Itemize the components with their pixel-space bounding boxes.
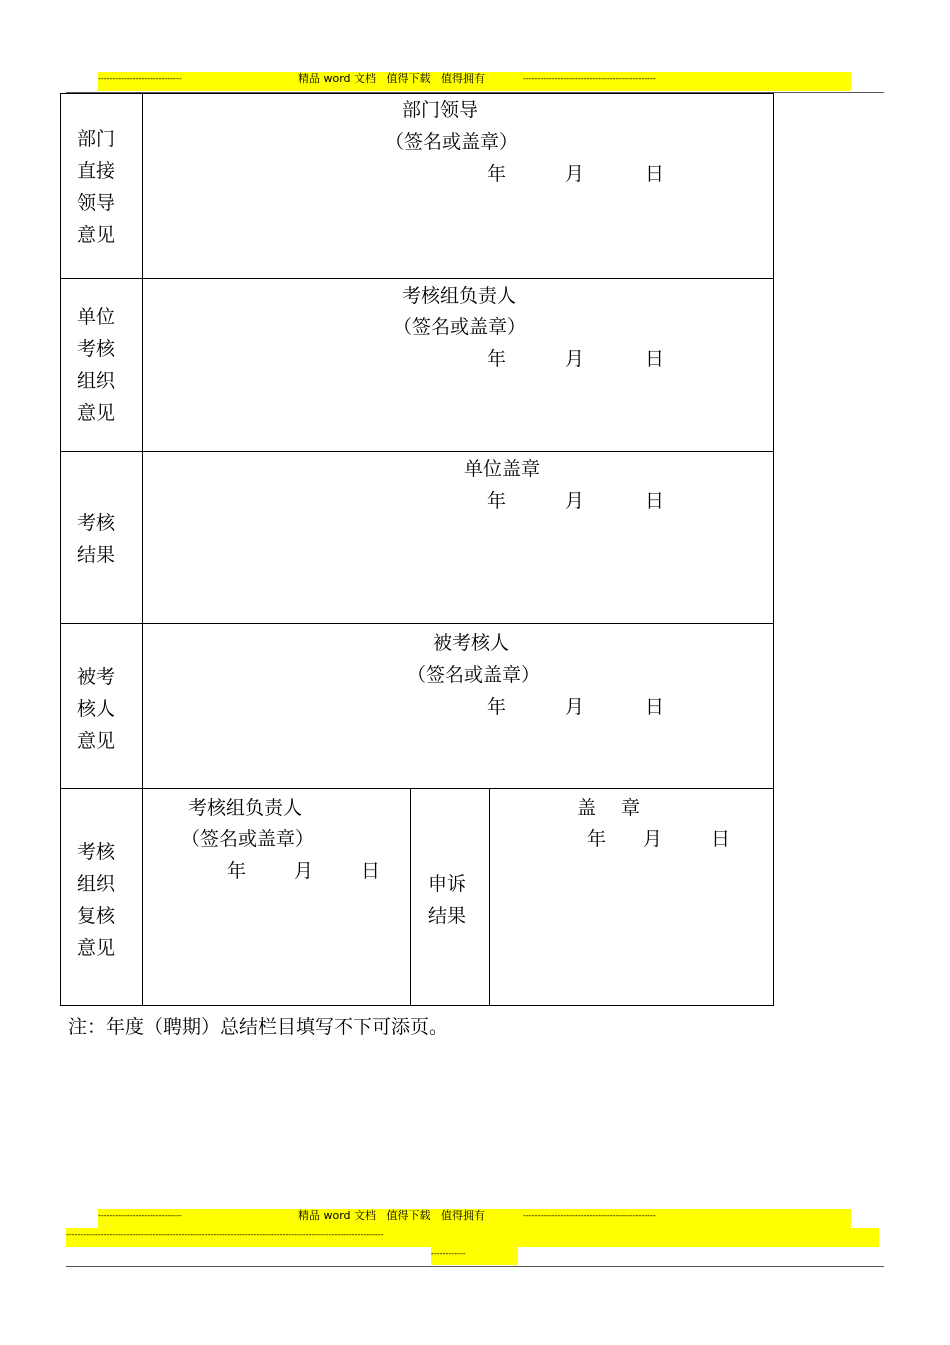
appeal-seal-char-1: 盖 bbox=[577, 797, 597, 819]
footer-dashes-left: ----------------------------- bbox=[98, 1211, 182, 1220]
result-date-month: 月 bbox=[565, 490, 585, 512]
row-divider bbox=[61, 788, 773, 789]
dept-signer: 部门领导 bbox=[402, 99, 479, 121]
review-opinion-label: 考核 组织 复核 意见 bbox=[77, 841, 116, 959]
appeal-date-month: 月 bbox=[643, 828, 663, 850]
row-divider bbox=[61, 451, 773, 452]
footer-dashes-line-3: ------------ bbox=[431, 1249, 466, 1258]
review-sign-hint: （签名或盖章） bbox=[181, 828, 315, 850]
dept-sign-hint: （签名或盖章） bbox=[385, 131, 519, 153]
appeal-date-day: 日 bbox=[711, 828, 731, 850]
footer-dashes-line-2: -------------------------------------------------------------------------------------------------------------- bbox=[66, 1230, 384, 1239]
form-note: 注：年度（聘期）总结栏目填写不下可添页。 bbox=[68, 1016, 449, 1038]
assessee-opinion-label: 被考 核人 意见 bbox=[77, 666, 116, 752]
result-seal: 单位盖章 bbox=[464, 458, 541, 480]
header-banner bbox=[98, 72, 851, 91]
unit-assess-date-month: 月 bbox=[565, 348, 585, 370]
unit-assess-date-day: 日 bbox=[645, 348, 665, 370]
result-date-year: 年 bbox=[487, 490, 507, 512]
appeal-result-label: 申诉 结果 bbox=[428, 873, 467, 927]
appeal-seal-char-2: 章 bbox=[621, 797, 641, 819]
assessment-form-table bbox=[60, 93, 774, 1006]
unit-assess-signer: 考核组负责人 bbox=[402, 285, 517, 307]
row-divider bbox=[61, 623, 773, 624]
assessee-signer: 被考核人 bbox=[433, 632, 510, 654]
unit-assess-opinion-label: 单位 考核 组织 意见 bbox=[77, 306, 116, 424]
footer-rule bbox=[66, 1266, 884, 1267]
footer-dashes-right: ---------------------------------------------- bbox=[523, 1211, 656, 1220]
label-column-divider bbox=[142, 94, 143, 1005]
footer-banner-line-3 bbox=[431, 1247, 518, 1265]
dept-opinion-label: 部门 直接 领导 意见 bbox=[77, 128, 116, 246]
unit-assess-sign-hint: （签名或盖章） bbox=[393, 316, 527, 338]
unit-assess-date-year: 年 bbox=[487, 348, 507, 370]
appeal-column-divider-left bbox=[410, 788, 411, 1005]
assessee-date-year: 年 bbox=[487, 696, 507, 718]
dept-date-year: 年 bbox=[487, 163, 507, 185]
review-date-day: 日 bbox=[361, 860, 381, 882]
appeal-column-divider-right bbox=[489, 788, 490, 1005]
review-date-month: 月 bbox=[294, 860, 314, 882]
assessee-date-day: 日 bbox=[645, 696, 665, 718]
appeal-date-year: 年 bbox=[587, 828, 607, 850]
assessee-date-month: 月 bbox=[565, 696, 585, 718]
header-dashes-left: ----------------------------- bbox=[98, 74, 182, 83]
result-label: 考核 结果 bbox=[77, 512, 116, 566]
dept-date-day: 日 bbox=[645, 163, 665, 185]
result-date-day: 日 bbox=[645, 490, 665, 512]
header-banner-text: 精品 word 文档 值得下载 值得拥有 bbox=[298, 72, 486, 85]
review-signer: 考核组负责人 bbox=[188, 797, 303, 819]
row-divider bbox=[61, 278, 773, 279]
review-date-year: 年 bbox=[227, 860, 247, 882]
footer-banner bbox=[98, 1209, 851, 1228]
assessee-sign-hint: （签名或盖章） bbox=[407, 664, 541, 686]
footer-banner-line-2 bbox=[66, 1228, 879, 1247]
dept-date-month: 月 bbox=[565, 163, 585, 185]
footer-banner-text: 精品 word 文档 值得下载 值得拥有 bbox=[298, 1209, 486, 1222]
header-dashes-right: ---------------------------------------------- bbox=[523, 74, 656, 83]
